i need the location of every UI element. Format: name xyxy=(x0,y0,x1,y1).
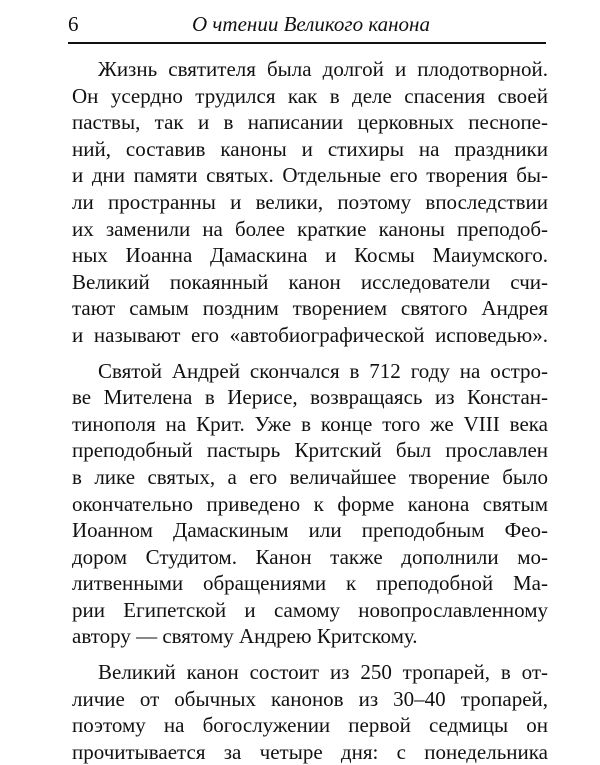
text-line: тают самым поздним творением святого Андрея xyxy=(72,296,548,321)
text-line: Иоанном Дамаскиным или преподобным Фео- xyxy=(72,518,548,543)
running-title: О чтении Великого канона xyxy=(192,12,430,36)
paragraph xyxy=(72,659,548,765)
body-text xyxy=(72,56,548,765)
page-number: 6 xyxy=(68,12,79,36)
text-line: ний, составив каноны и стихиры на праздники xyxy=(72,136,548,161)
text-line: ных Иоанна Дамаскина и Космы Маиумского. xyxy=(72,243,548,268)
text-line: в лике святых, а его величайшее творение было xyxy=(72,464,548,489)
text-line: поэтому на богослужении первой седмицы он xyxy=(72,713,548,738)
text-line: окончательно приведено к форме канона святым xyxy=(72,491,548,516)
paragraph xyxy=(72,56,548,349)
text-line: рии Египетской и самому новопрославленному xyxy=(72,597,548,622)
text-line: Жизнь святителя была долгой и плодотворной. xyxy=(98,57,548,81)
text-line: Великий покаянный канон исследователи счи- xyxy=(72,269,548,294)
text-line: и дни памяти святых. Отдельные его творения бы- xyxy=(72,163,548,188)
paragraph xyxy=(72,358,548,651)
text-line: тинополя на Крит. Уже в конце того же VIII века xyxy=(72,411,548,436)
text-line: и называют его «автобиографической исповедью». xyxy=(72,322,548,347)
text-line: ли пространны и велики, поэтому впоследствии xyxy=(72,189,548,214)
text-line: Он усердно трудился как в деле спасения своей xyxy=(72,83,548,108)
running-head xyxy=(68,8,546,44)
text-line: преподобный пастырь Критский был прославлен xyxy=(72,438,548,463)
text-line: Святой Андрей скончался в 712 году на остро- xyxy=(98,358,548,383)
text-line: личие от обычных канонов из 30–40 тропарей, xyxy=(72,686,548,711)
text-line: прочитывается за четыре дня: с понедельника xyxy=(72,739,548,764)
text-line: литвенными обращениями к преподобной Ма- xyxy=(72,571,548,596)
text-line: ве Мителена в Иерисе, возвращаясь из Констан- xyxy=(72,385,548,410)
text-line: паствы, так и в написании церковных песнопе- xyxy=(72,110,548,135)
text-line: Великий канон состоит из 250 тропарей, в от- xyxy=(98,660,548,685)
text-line: автору — святому Андрею Критскому. xyxy=(72,624,418,649)
text-line: дором Студитом. Канон также дополнили мо- xyxy=(72,544,548,569)
text-line: их заменили на более краткие каноны преподоб- xyxy=(72,216,548,241)
